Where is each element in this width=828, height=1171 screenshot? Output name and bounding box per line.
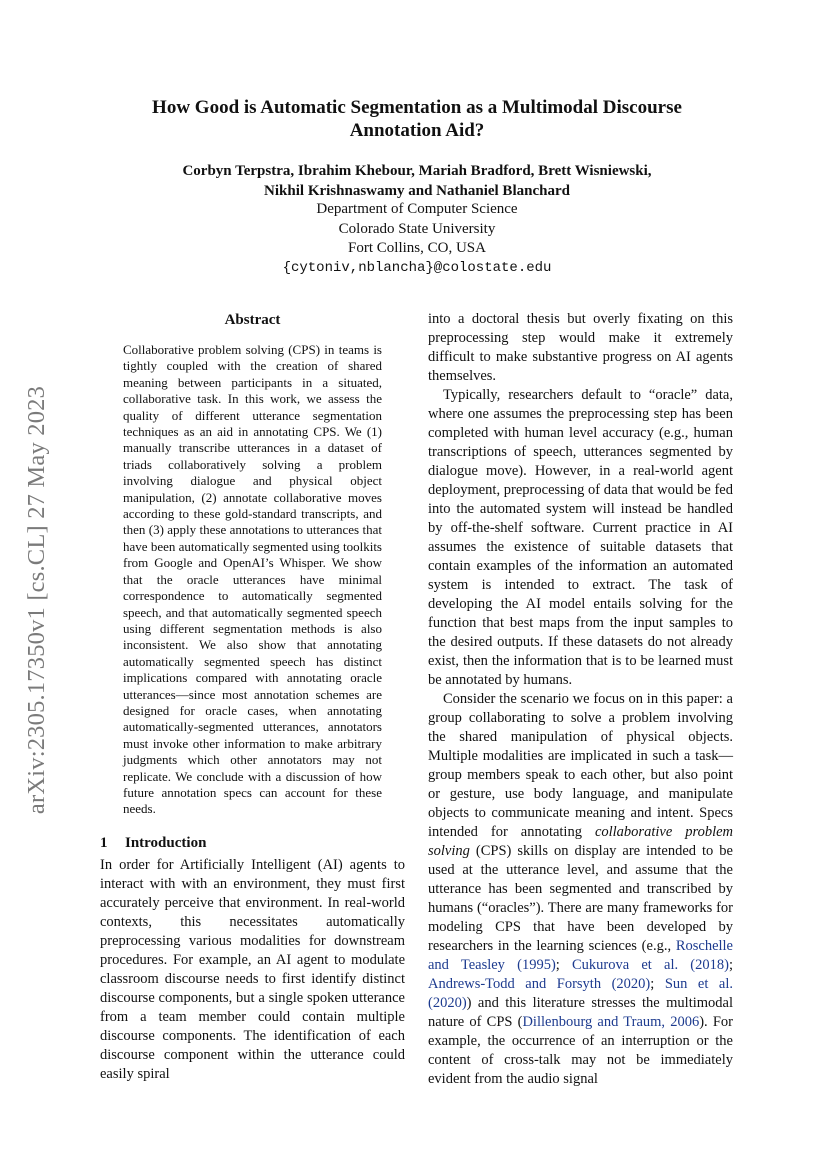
citation-separator: ; [728,957,733,973]
paragraph-text: (CPS) skills on display are intended to be used at the utterance level, and assume that the utterance has been segmented and transcribed by humans (“oracles”). There are many frameworks for modeling CPS that have been developed by researchers in the learning sciences (e.g., [428,843,733,954]
citation-link[interactable]: Dillenbourg and Traum, 2006 [522,1014,700,1030]
authors-line-1: Corbyn Terpstra, Ibrahim Khebour, Mariah Bradford, Brett Wisniewski, [182,163,652,179]
citation-separator: ; [555,957,572,973]
abstract-text: Collaborative problem solving (CPS) in teams is tightly coupled with the creation of shared meaning between participants in a situated, collaborative task. In this work, we assess the quality of different utterance segmentation techniques as an aid in annotating CPS. We (1) manually transcribe utterances in a dataset of triads collaboratively solving a problem involving dialogue and physical object manipulation, (2) annotate collaborative moves according to these gold-standard transcripts, and then (3) apply these annotations to utterances that have been automatically segmented using toolkits from Google and OpenAI’s Whisper. We show that the oracle utterances have minimal correspondence to automatically segmented speech, and that automatically segmented speech using different segmentation methods is also inconsistent. We also show that annotating automatically segmented speech has distinct implications compared with annotating oracle utterances—since most annotation schemes are designed for oracle cases, when annotating automatically-segmented utterances, annotators must invoke other information to make arbitrary judgments which other annotators may not replicate. We conclude with a discussion of how future annotation specs can account for these needs. [123,342,382,817]
authors-line-2: Nikhil Krishnaswamy and Nathaniel Blanchard [264,183,570,199]
affiliation [100,200,734,278]
arxiv-sidebar [24,355,50,845]
section-heading-introduction [100,833,405,853]
intro-paragraph-1: In order for Artificially Intelligent (AI) agents to interact with with an environment, they must first accurately perceive that environment. In real-world contexts, this necessitates automatically preprocessing various modalities for downstream procedures. For example, an AI agent to modulate classroom discourse needs to first identify distinct discourse components, but a single spoken utterance from a team member could contain multiple discourse components. The identification of each discourse component within the utterance could easily spiral [100,856,405,1082]
right-column [428,310,733,1089]
title-line-1: How Good is Automatic Segmentation as a Multimodal Discourse [152,97,682,118]
citation-separator: ; [650,976,665,992]
section-title: Introduction [125,834,207,851]
citation-link[interactable]: Sun et al. (2020) [428,976,733,1011]
emphasis-text: collaborative problem solving [428,824,734,859]
author-email: {cytoniv,nblancha}@colostate.edu [282,259,552,276]
intro-paragraph-3: Typically, researchers default to “oracle” data, where one assumes the preprocessing step has been completed with human level accuracy (e.g., human transcriptions of speech, utterances segmented by dialogue move). However, in a real-world agent deployment, preprocessing of data that would be fed into the automated system will instead be handled by off-the-shelf software. Current practice in AI assumes the existence of suitable datasets that contain examples of the information an automated system is intended to extract. The task of developing the AI model entails solving for the function that best maps from the input samples to the desired outputs. If these datasets do not already exist, then the information that is to be learned must be annotated by humans. [428,387,733,688]
paragraph-text: Consider the scenario we focus on in this paper: a group collaborating to solve a problem involving the shared manipulation of physical objects. Multiple modalities are implicated in such a task—group members speak to each other, but also point or gesture, use body language, and manipulate objects to communicate meaning and intent. Specs intended for annotating [428,691,733,840]
affiliation-university: Colorado State University [338,220,496,237]
affiliation-department: Department of Computer Science [316,201,518,217]
paper-title [100,96,734,142]
citation-link[interactable]: Roschelle and Teasley (1995) [428,938,733,973]
abstract-heading: Abstract [224,312,281,328]
arxiv-identifier: arXiv:2305.17350v1 [cs.CL] 27 May 2023 [23,385,50,815]
intro-paragraph-4 [428,690,733,1089]
citation-link[interactable]: Andrews-Todd and Forsyth (2020) [428,976,651,992]
section-number: 1 [100,834,108,851]
left-column [100,310,405,1084]
paragraph-text: ) and this literature stresses the multimodal nature of CPS ( [428,995,733,1030]
citation-link[interactable]: Cukurova et al. (2018) [572,957,729,973]
affiliation-city: Fort Collins, CO, USA [348,240,486,256]
intro-paragraph-2: into a doctoral thesis but overly fixating on this preprocessing step would make it extremely difficult to make substantive progress on AI agents themselves. [428,311,733,384]
author-list [100,161,734,201]
paragraph-text: ). For example, the occurrence of an interruption or the content of cross-talk may not be immediately evident from the audio signal [428,1014,733,1087]
title-line-2: Annotation Aid? [349,120,485,141]
